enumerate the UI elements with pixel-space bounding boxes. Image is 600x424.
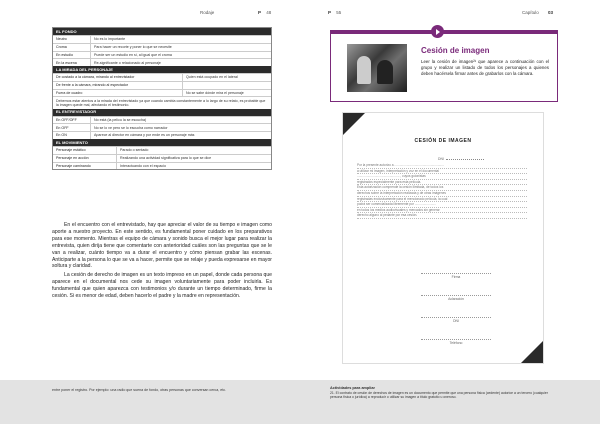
dni-field: DNI — [438, 157, 484, 161]
left-page — [0, 0, 300, 380]
footer-band — [0, 380, 600, 424]
section-header-mirada: LA MIRADA DEL PERSONAJE — [53, 66, 271, 73]
paragraph-cesion: La cesión de derecho de imagen es un texto impreso en un papel, donde cada persona que aparece en el documental nos cede su imagen voluntariamente para poder incluirla. Es fundamental que quien aparezca con testimonios y/o durante un tiempo determinado, firme la cesión. Si es menor de edad, deben hacerlo el padre y la madre en representación. — [52, 272, 272, 300]
right-page-number — [328, 10, 341, 15]
page-label: P — [258, 10, 262, 15]
corner-decoration — [515, 335, 544, 364]
left-running-header — [200, 10, 214, 15]
chapter-number: 03 — [548, 10, 554, 15]
document-line: derecho alguno al pedante por esa cesión. — [357, 213, 527, 219]
table-row: En ON Aparece al director en cámara y por ende es un personaje más — [53, 131, 271, 139]
document-line: a utilizar mi imagen, interpretación y voz en el documental — [357, 169, 527, 175]
page-label: P — [328, 10, 332, 15]
table-row: En la escena Re-significante o relacionado al personaje — [53, 58, 271, 66]
section-header-entrevistador: EL ENTREVISTADOR — [53, 109, 271, 116]
document-line: en todos los medios audiovisuales y mercados sin generar — [357, 208, 527, 214]
left-page-number — [258, 10, 271, 15]
table-row: En OFF No se lo ve pero se lo escucha como narrador — [53, 123, 271, 131]
section-header-movimiento: EL MOVIMIENTO — [53, 139, 271, 146]
table-row: Fuera de cuadro No se sabe dónde mira el personaje — [53, 89, 271, 97]
play-icon — [431, 25, 444, 38]
release-form-document — [342, 112, 544, 364]
footer-right-text: 21. El contrato de cesión de derechos de imagen es un documento que permite que una persona física (cedente) autorice a un tercero (cualquier persona física o jurídica) a reproducir o utilizar su imagen a título gratuito u oneroso. — [330, 391, 548, 400]
signature-aclaracion: Aclaración — [421, 295, 491, 301]
document-line: Esta autorización comprende la cesión ilimitada, de todos los — [357, 185, 527, 191]
signature-telefono: Teléfono — [421, 339, 491, 345]
corner-decoration — [342, 112, 371, 141]
body-paragraphs — [52, 222, 272, 302]
footer-right-title: Actividades para ampliar — [330, 386, 375, 390]
page-num: 48 — [266, 10, 272, 15]
table-row: Neutro No es lo importante — [53, 35, 271, 43]
callout-top-bar — [331, 31, 557, 34]
right-running-header — [522, 10, 553, 15]
table-row: De costado a la cámara, mirando al entrevistador Quien está ocupado en el lateral — [53, 73, 271, 81]
document-line: derechos sobre la interpretación realizada y de otras imágenes — [357, 191, 527, 197]
signature-dni: DNI — [421, 317, 491, 323]
photo-figure — [377, 60, 393, 84]
table-row: En OFF/OFF No está (la pelícu la se escucha) — [53, 116, 271, 124]
interview-table — [52, 27, 272, 170]
page-num: 55 — [336, 10, 342, 15]
activity-callout — [330, 30, 558, 102]
callout-text: Leer la cesión de imagen²¹ que aparece a continuación con el grupo y realizar un listado de todos los personajes a quienes deben hacérsela firmar antes de grabarlos con la cámara. — [421, 59, 549, 76]
table-row: De frente a la cámara, mirando al espectador — [53, 81, 271, 89]
callout-title: Cesión de imagen — [421, 46, 490, 55]
table-row: Personaje estático Parado o sentado — [53, 146, 271, 154]
table-row: Personaje en acción Realizando una actividad significativa para lo que se dice — [53, 154, 271, 162]
signature-firma: Firma — [421, 273, 491, 279]
section-header-fondo: EL FONDO — [53, 28, 271, 35]
document-line: Por la presente autorizo a ........................................................ — [357, 163, 527, 169]
document-lines — [357, 163, 527, 219]
table-row: Personaje caminando Interactuando con el espacio — [53, 162, 271, 170]
chapter-label: Capítulo — [522, 10, 539, 15]
mirada-note: Debemos estar atentos a la mirada del entrevistado ya que cuando cambia constantemente a lo largo de su relato, es probable que la imagen quede mal, afectando el testimonio. — [53, 96, 271, 108]
footer-left-text: entre poner el registro. Por ejemplo: una radio que suena de fondo, otras personas que conversan cerca, etc. — [52, 388, 227, 392]
running-header-section: Rodaje — [200, 10, 215, 15]
document-line: registradas exclusivamente para el mencionado película, la cual — [357, 197, 527, 203]
table-row: En estudio Puede ser un estudio en sí, al igual que el croma — [53, 51, 271, 59]
document-title: CESIÓN DE IMAGEN — [414, 138, 472, 144]
document-line: podrá ser comercializada libremente por ........................ — [357, 202, 527, 208]
paragraph-encuentro: En el encuentro con el entrevistado, hay que apreciar el valor de su tiempo e imagen como aporte a nuestro proyecto. En este sentido, es fundamental poner cuidado en los preparativos para ese momento. Mientras el equipo de cámara y sonido busca el mejor lugar para realizar la entrevista, quien dirija tiene que comentarte con anterioridad cuáles son las preguntas que se le van a realizar, cuánto tiempo va a durar el encuentro y cómo piensan grabar las escenas. Anticiparte a la persona lo que se va a hacer, permite que se relaje y pueda expresarse en mayor soltura y claridad. — [52, 222, 272, 270]
photo-figure — [357, 56, 371, 84]
document-line: ................................................ , cuyos guionistas — [357, 174, 527, 180]
document-line: registrados especialmente para esta película. — [357, 180, 527, 186]
table-row: Croma Para hacer un recorte y poner lo que se necesite — [53, 43, 271, 51]
photo-image — [347, 44, 407, 92]
